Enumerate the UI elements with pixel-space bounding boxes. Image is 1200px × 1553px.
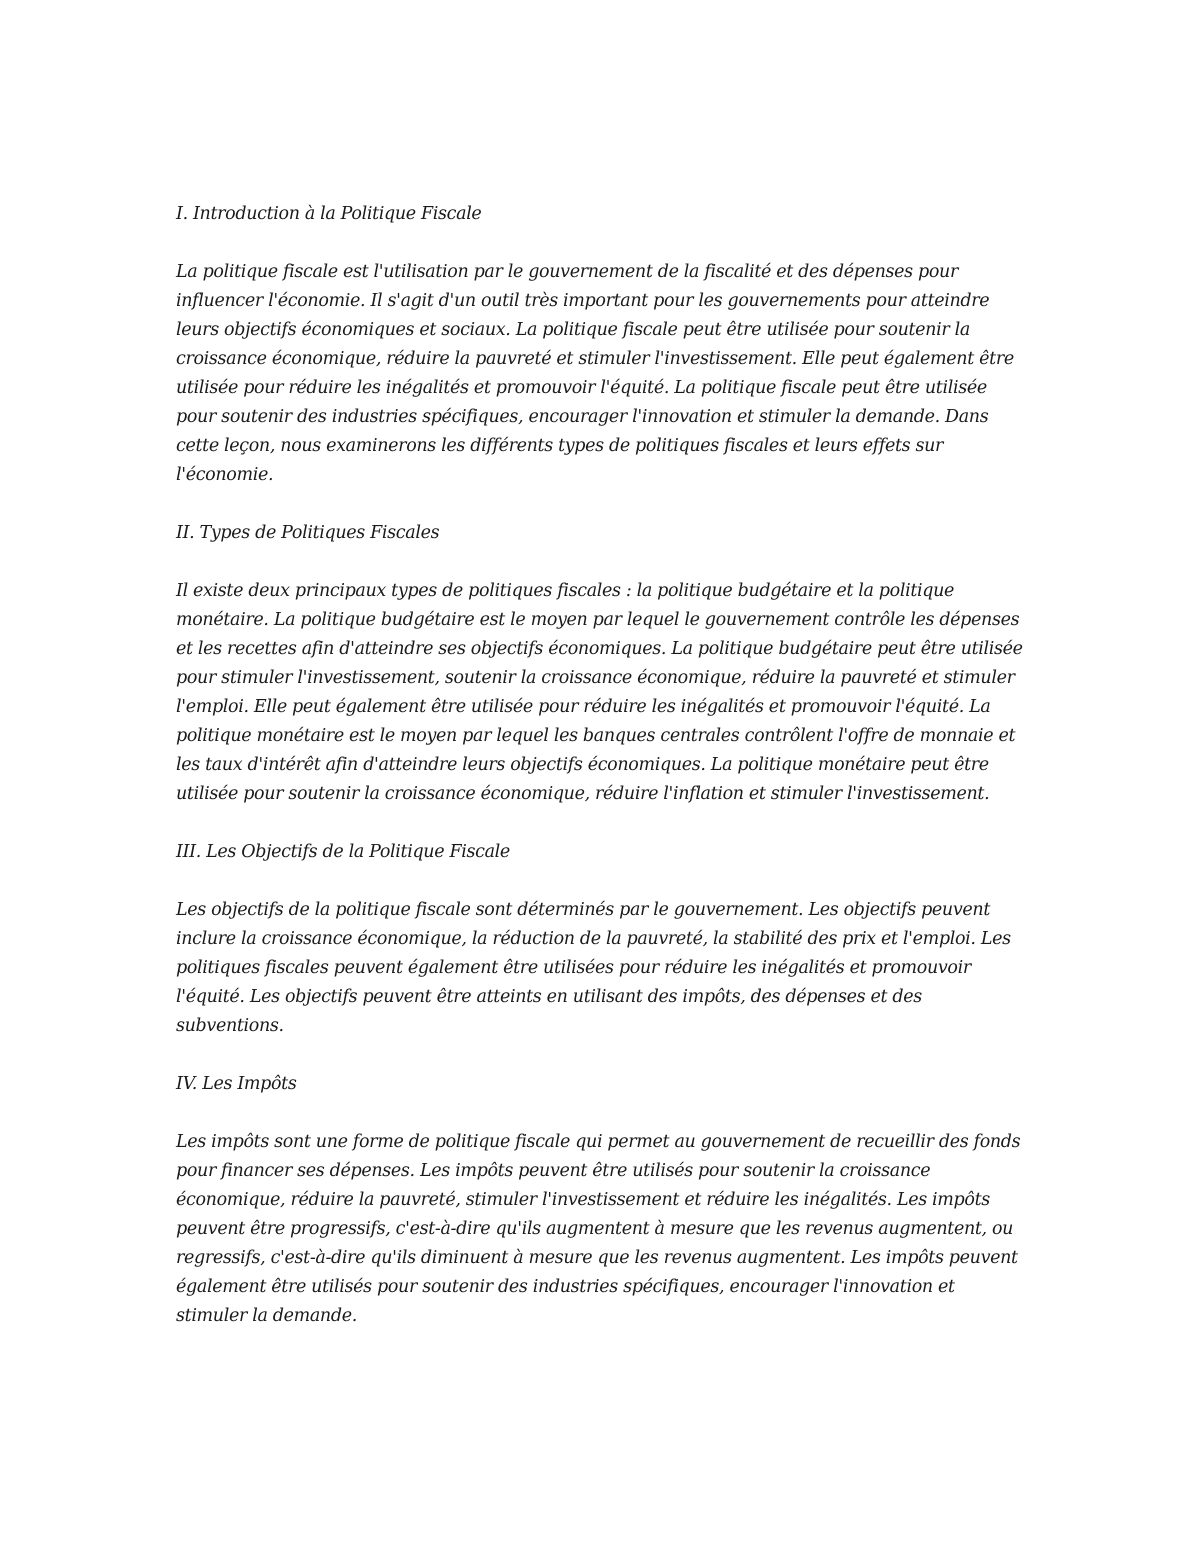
section-paragraph-2: Il existe deux principaux types de politiques fiscales : la politique budgétaire et la politique monétaire. La politique budgétaire est le moyen par lequel le gouvernement contrôle les dépenses et les recettes afin d'atteindre ses objectifs économiques. La politique budgétaire peut être utilisée pour stimuler l'investissement, soutenir la croissance économique, réduire la pauvreté et stimuler l'emploi. Elle peut également être utilisée pour réduire les inégalités et promouvoir l'équité. La politique monétaire est le moyen par lequel les banques centrales contrôlent l'offre de monnaie et les taux d'intérêt afin d'atteindre leurs objectifs économiques. La politique monétaire peut être utilisée pour soutenir la croissance économique, réduire l'inflation et stimuler l'investissement. xyxy=(176,581,1023,804)
section-paragraph-1: La politique fiscale est l'utilisation par le gouvernement de la fiscalité et des dépenses pour influencer l'économie. Il s'agit d'un outil très important pour les gouvernements pour atteindre leurs objectifs économiques et sociaux. La politique fiscale peut être utilisée pour soutenir la croissance économique, réduire la pauvreté et stimuler l'investissement. Elle peut également être utilisée pour réduire les inégalités et promouvoir l'équité. La politique fiscale peut être utilisée pour soutenir des industries spécifiques, encourager l'innovation et stimuler la demande. Dans cette leçon, nous examinerons les différents types de politiques fiscales et leurs effets sur l'économie. xyxy=(176,262,1014,485)
section-paragraph-4: Les impôts sont une forme de politique fiscale qui permet au gouvernement de recueillir des fonds pour financer ses dépenses. Les impôts peuvent être utilisés pour soutenir la croissance économique, réduire la pauvreté, stimuler l'investissement et réduire les inégalités. Les impôts peuvent être progressifs, c'est-à-dire qu'ils augmentent à mesure que les revenus augmentent, ou regressifs, c'est-à-dire qu'ils diminuent à mesure que les revenus augmentent. Les impôts peuvent également être utilisés pour soutenir des industries spécifiques, encourager l'innovation et stimuler la demande. xyxy=(176,1132,1021,1326)
section-heading-1: I. Introduction à la Politique Fiscale xyxy=(176,204,482,224)
section-heading-3: III. Les Objectifs de la Politique Fiscale xyxy=(176,842,510,862)
document-body xyxy=(176,200,1028,1360)
section-heading-4: IV. Les Impôts xyxy=(176,1074,297,1094)
section-heading-2: II. Types de Politiques Fiscales xyxy=(176,523,440,543)
section-paragraph-3: Les objectifs de la politique fiscale sont déterminés par le gouvernement. Les objectifs peuvent inclure la croissance économique, la réduction de la pauvreté, la stabilité des prix et l'emploi. Les politiques fiscales peuvent également être utilisées pour réduire les inégalités et promouvoir l'équité. Les objectifs peuvent être atteints en utilisant des impôts, des dépenses et des subventions. xyxy=(176,900,1011,1036)
